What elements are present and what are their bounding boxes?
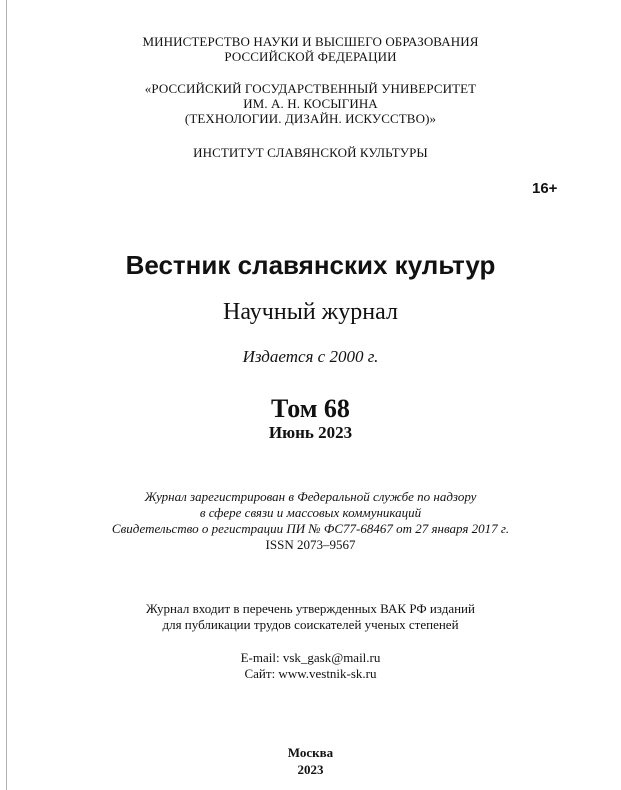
journal-subtitle: Научный журнал: [223, 299, 398, 325]
contacts: [0, 650, 621, 682]
journal-title: Вестник славянских культур: [125, 250, 496, 280]
registration-line-2: в сфере связи и массовых коммуникаций: [199, 505, 422, 520]
registration-info: [0, 489, 621, 553]
registration-line-1: Журнал зарегистрирован в Федеральной службе по надзору: [144, 489, 477, 504]
institute-heading: [0, 145, 621, 160]
university-line-2: ИМ. А. Н. КОСЫГИНА: [243, 96, 378, 111]
volume-number: Том 68: [271, 394, 350, 423]
publication-since: Издается с 2000 г.: [242, 347, 379, 366]
imprint-city: Москва: [287, 745, 334, 760]
university-line-1: «РОССИЙСКИЙ ГОСУДАРСТВЕННЫЙ УНИВЕРСИТЕТ: [144, 81, 477, 96]
contact-email[interactable]: E-mail: vsk_gask@mail.ru: [240, 650, 381, 665]
imprint-year: 2023: [297, 762, 324, 777]
issn: ISSN 2073–9567: [265, 537, 356, 552]
university-line-3: (ТЕХНОЛОГИИ. ДИЗАЙН. ИСКУССТВО)»: [184, 111, 437, 126]
vak-info: [0, 601, 621, 633]
contact-website[interactable]: Сайт: www.vestnik-sk.ru: [244, 666, 377, 681]
age-rating-badge: 16+: [532, 180, 558, 197]
institute-name: ИНСТИТУТ СЛАВЯНСКОЙ КУЛЬТУРЫ: [193, 145, 428, 160]
university-heading: [0, 81, 621, 126]
vak-line-2: для публикации трудов соискателей ученых степеней: [162, 617, 459, 632]
vak-line-1: Журнал входит в перечень утвержденных ВАК РФ изданий: [146, 601, 475, 616]
ministry-line-2: РОССИЙСКОЙ ФЕДЕРАЦИИ: [224, 49, 397, 64]
registration-certificate: Свидетельство о регистрации ПИ № ФС77-68467 от 27 января 2017 г.: [111, 521, 510, 536]
ministry-heading: [0, 34, 621, 64]
ministry-line-1: МИНИСТЕРСТВО НАУКИ И ВЫСШЕГО ОБРАЗОВАНИЯ: [142, 34, 479, 49]
issue-date: Июнь 2023: [268, 423, 353, 442]
imprint-footer: [0, 744, 621, 778]
